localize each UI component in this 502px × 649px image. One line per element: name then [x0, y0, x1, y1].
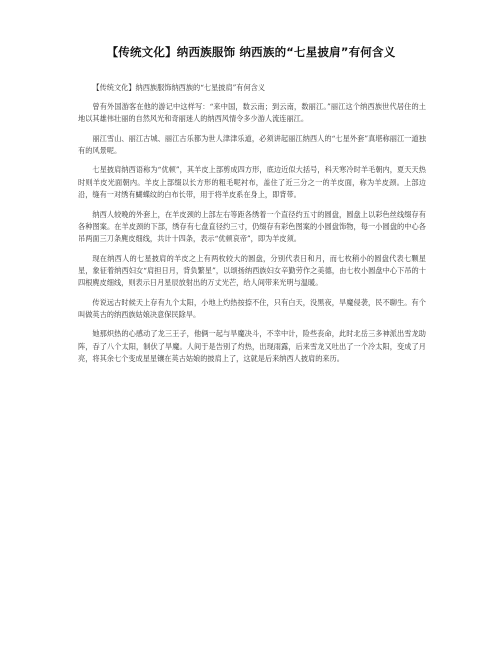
paragraph: 她那炽热的心感动了龙三王子，他俩一起与旱魔决斗，不幸中计，险些丧命，此时北岳三多神派出雪龙助阵，吞了八个太阳，制伏了旱魔。人间于是告别了灼热，出现雨露，后来雪龙又吐出了一个冷太阳，变成了月亮，将其余七个变成星星镶在英古姑娘的披肩上了，这就是后来纳西人披肩的来历。 — [78, 329, 426, 364]
paragraph: 传说远古时候天上存有九个太阳，小地上灼热按捺不住，只有白天，没黑夜，旱魔侵袭，民不聊生。有个叫做英古的纳西族姑娘决意保民除旱。 — [78, 297, 426, 319]
document-title: 【传统文化】纳西族服饰 纳西族的“七星披肩”有何含义 — [106, 45, 396, 59]
paragraph-subtitle: 【传统文化】纳西族服饰纳西族的“七星披肩”有何含义 — [92, 83, 266, 92]
paragraph: 纳西人较晚的外套上，在羊皮颈的上部左右等距各绣着一个直径约五寸的圆盘，圆盘上以彩色丝线缀存有各种图案。在羊皮颈的下部，绣存有七盘直径约三寸，仍缀存有彩色图案的小圆盘饰物，每一小圆盘的中心各吊两面三刀条麂皮细线，共计十四条，表示“优顿哀帝”，即为羊皮须。 — [78, 209, 426, 244]
paragraph: 七星披肩纳西语称为“优顿”，其羊皮上部剪成四方形，底边近似大括号，科天寒冷时羊毛朝内，夏天天热时则羊皮光面朝内。羊皮上部缀以长方形的粗毛呢衬布，盖住了近三分之一的羊皮面，称为羊皮颈。上部边沿，缝有一对绣有蝴蝶纹的白布长带，用于将羊皮系在身上，即背带。 — [78, 165, 426, 200]
paragraph: 现在纳西人的七星披肩的羊皮之上有两枚较大的圆盘，分别代表日和月，而七枚稍小的圆盘代表七颗星星，象征着纳西妇女“肩担日月，背负繁星”，以颂扬纳西族妇女辛勤劳作之美德，由七枚小圆盘中心下吊的十四根麂皮细线，则表示日月星辰放射出的万丈光芒，给人间带来光明与温暖。 — [78, 253, 426, 288]
paragraph: 曾有外国游客在他的游记中这样写：“来中国，数云南；到云南，数丽江。”丽江这个纳西族世代居住的土地以其雄伟壮丽的自然风光和奇丽迷人的纳西风情令多少游人流连丽江。 — [78, 101, 426, 124]
document-body — [78, 82, 426, 373]
paragraph: 丽江雪山、丽江古城、丽江古乐都为世人津津乐道，必须讲起丽江纳西人的“七星外套”真堪称丽江一道独有的风景呢。 — [78, 133, 426, 155]
